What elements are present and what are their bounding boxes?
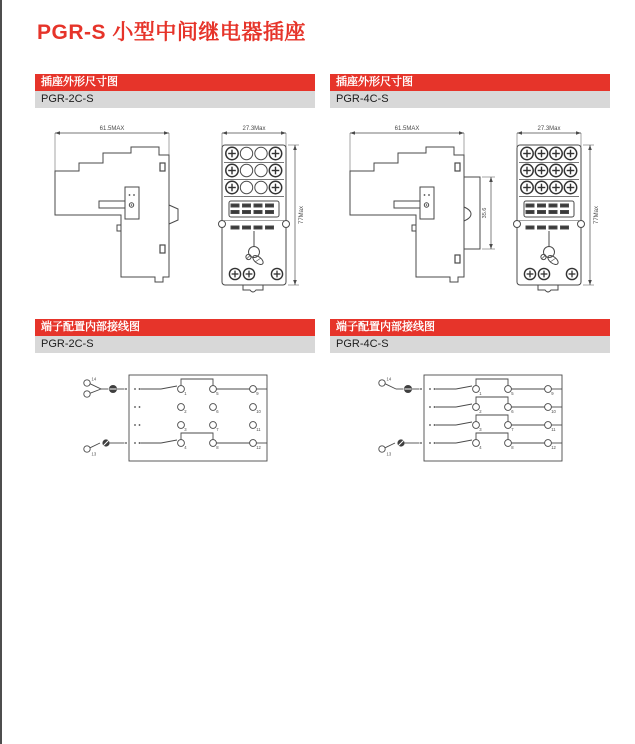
section-header-outline-4c: 插座外形尺寸图 xyxy=(330,74,610,91)
page-edge-shadow xyxy=(0,0,2,744)
wiring-diagram-4c xyxy=(372,361,577,479)
wiring-section xyxy=(35,319,613,479)
wiring-4c-labels xyxy=(387,377,557,457)
page-title: PGR-S 小型中间继电器插座 xyxy=(37,21,306,44)
terminal-number: 7 xyxy=(511,426,514,432)
dimension-drawing-2c xyxy=(41,121,326,311)
dim-height-label: 77Max xyxy=(594,205,600,225)
terminal-number: 9 xyxy=(256,390,259,396)
outline-dims-section xyxy=(35,74,613,311)
dim-depth-label: 61.5MAX xyxy=(394,126,420,132)
terminal-number: 8 xyxy=(216,444,219,450)
terminal-number: 12 xyxy=(551,444,556,450)
model-bar-outline-4c: PGR-4C-S xyxy=(330,91,610,108)
model-bar-wiring-4c: PGR-4C-S xyxy=(330,336,610,353)
terminal-number: 7 xyxy=(216,426,219,432)
dim-depth-label: 61.5MAX xyxy=(99,126,125,132)
terminal-number: 6 xyxy=(216,408,219,414)
coil-terminal-label: 14 xyxy=(91,376,97,382)
model-bar-outline-2c: PGR-2C-S xyxy=(35,91,315,108)
wiring-diagram-2c xyxy=(77,361,282,479)
outline-dims-col-4c xyxy=(330,74,610,311)
wiring-2c-labels xyxy=(92,377,262,457)
wiring-col-4c xyxy=(330,319,610,479)
dim-height-label: 77Max xyxy=(299,205,305,225)
terminal-number: 6 xyxy=(511,408,514,414)
terminal-number: 4 xyxy=(184,444,187,450)
terminal-number: 9 xyxy=(551,390,554,396)
section-header-outline-2c: 插座外形尺寸图 xyxy=(35,74,315,91)
wiring-col-2c xyxy=(35,319,315,479)
terminal-number: 5 xyxy=(511,390,514,396)
terminal-number: 12 xyxy=(256,444,261,450)
terminal-number: 2 xyxy=(184,408,187,414)
terminal-number: 11 xyxy=(551,426,556,432)
model-bar-wiring-2c: PGR-2C-S xyxy=(35,336,315,353)
page-content xyxy=(35,0,613,479)
terminal-number: 8 xyxy=(511,444,514,450)
terminal-number: 2 xyxy=(479,408,482,414)
terminal-number: 4 xyxy=(479,444,482,450)
terminal-number: 10 xyxy=(551,408,556,414)
side-view-2c xyxy=(55,131,178,282)
terminal-number: 1 xyxy=(184,390,187,396)
dimension-drawing-4c xyxy=(336,121,621,311)
terminal-number: 10 xyxy=(256,408,261,414)
dim-width-label: 27.3Max xyxy=(242,126,266,132)
terminal-number: 11 xyxy=(256,426,261,432)
front-view-4c xyxy=(514,131,595,292)
dim-width-label: 27.3Max xyxy=(537,126,561,132)
section-header-wiring-4c: 端子配置内部接线图 xyxy=(330,319,610,336)
coil-terminal-label: 13 xyxy=(91,451,97,457)
terminal-number: 3 xyxy=(479,426,482,432)
wiring-4c-lines xyxy=(379,375,562,461)
outline-dims-col-2c xyxy=(35,74,315,311)
terminal-number: 1 xyxy=(479,390,482,396)
side-view-4c xyxy=(350,131,495,282)
wiring-2c-lines xyxy=(84,375,267,461)
terminal-number: 3 xyxy=(184,426,187,432)
front-view-2c xyxy=(219,131,300,292)
dim-block-height-label: 35.6 xyxy=(482,207,488,219)
coil-terminal-label: 14 xyxy=(386,376,392,382)
coil-terminal-label: 13 xyxy=(386,451,392,457)
terminal-number: 5 xyxy=(216,390,219,396)
section-header-wiring-2c: 端子配置内部接线图 xyxy=(35,319,315,336)
